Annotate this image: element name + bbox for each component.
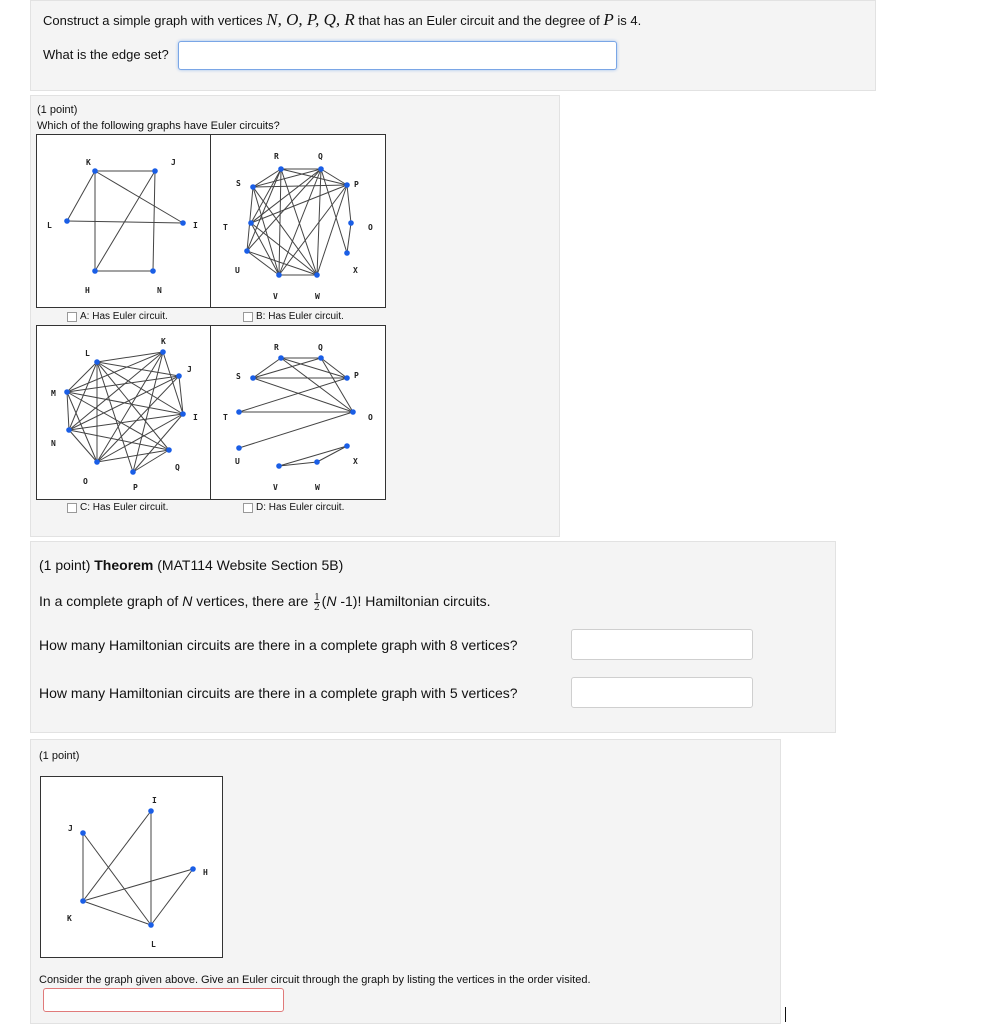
graph-b-svg: [211, 135, 387, 309]
graph-d: [210, 325, 386, 500]
option-a-label: A: Has Euler circuit.: [80, 311, 168, 322]
q1-prompt-middle: that has an Euler circuit and the degree of: [358, 13, 600, 28]
q1-p-math: P: [603, 10, 614, 29]
graph-q4-vertices: [80, 808, 196, 928]
graph-a-label-i: I: [193, 221, 198, 230]
graph-b-label-w: W: [315, 292, 320, 301]
graph-q4-label-j: J: [68, 824, 73, 833]
q3-formula-n: N: [326, 593, 337, 610]
q4-points: (1 point): [39, 750, 80, 762]
option-b-checkbox[interactable]: [243, 312, 253, 322]
graph-a-edges: [67, 171, 183, 271]
graph-a-label-h: H: [85, 286, 90, 295]
q3-formula-rest: -1)! Hamiltonian circuits.: [340, 593, 491, 610]
option-b-label: B: Has Euler circuit.: [256, 311, 344, 322]
graph-c-svg: [37, 326, 212, 501]
option-c-checkbox[interactable]: [67, 503, 77, 513]
q1-prompt: [43, 10, 641, 30]
q3-statement: [39, 593, 491, 612]
graph-c-label-n: N: [51, 439, 56, 448]
graph-c-label-i: I: [193, 413, 198, 422]
graph-a-label-n: N: [157, 286, 162, 295]
graph-d-label-p: P: [354, 371, 359, 380]
graph-a-label-k: K: [86, 158, 91, 167]
q3-formula-open: (: [321, 593, 327, 610]
question-1-panel: [30, 0, 876, 91]
q3-n-var: N: [182, 593, 193, 610]
q3-frac-den: 2: [314, 601, 320, 613]
q2-question: Which of the following graphs have Euler circuits?: [37, 120, 280, 132]
hamiltonian-8-input[interactable]: [571, 629, 753, 660]
graph-d-label-q: Q: [318, 343, 323, 352]
graph-d-label-w: W: [315, 483, 320, 492]
graph-q4-svg: [41, 777, 224, 959]
graph-b-label-s: S: [236, 179, 241, 188]
graph-c-label-p: P: [133, 483, 138, 492]
text-cursor: [785, 1007, 786, 1022]
option-d-label: D: Has Euler circuit.: [256, 502, 345, 513]
q3-header: [39, 557, 343, 573]
graph-q4-label-l: L: [151, 940, 156, 949]
graph-c-label-q: Q: [175, 463, 180, 472]
graph-d-label-r: R: [274, 343, 279, 352]
graph-b-label-q: Q: [318, 152, 323, 161]
graph-d-label-s: S: [236, 372, 241, 381]
q3-question-8: How many Hamiltonian circuits are there in a complete graph with 8 vertices?: [39, 637, 518, 653]
q3-statement-mid: vertices, there are: [196, 593, 309, 610]
graph-c-edges: [67, 352, 183, 472]
q3-fraction: [314, 593, 320, 612]
graph-b-label-u: U: [235, 266, 240, 275]
graph-c-label-m: M: [51, 389, 56, 398]
q3-question-5: How many Hamiltonian circuits are there in a complete graph with 5 vertices?: [39, 685, 518, 701]
graph-b-label-p: P: [354, 180, 359, 189]
graph-c-label-j: J: [187, 365, 192, 374]
graph-q4-label-k: K: [67, 914, 72, 923]
q3-theorem-source: (MAT114 Website Section 5B): [157, 557, 344, 573]
graph-b-label-r: R: [274, 152, 279, 161]
question-3-panel: [30, 541, 836, 733]
graph-c-label-o: O: [83, 477, 88, 486]
graph-d-label-u: U: [235, 457, 240, 466]
graph-q4: [40, 776, 223, 958]
q2-points: (1 point): [37, 104, 78, 116]
graph-b: [210, 134, 386, 308]
euler-circuit-input[interactable]: [43, 988, 284, 1012]
q3-theorem-label: Theorem: [94, 557, 154, 573]
q3-statement-before: In a complete graph of: [39, 593, 179, 610]
graph-c: [36, 325, 211, 500]
graph-q4-label-i: I: [152, 796, 157, 805]
graph-b-label-v: V: [273, 292, 278, 301]
graph-b-label-o: O: [368, 223, 373, 232]
graph-a-label-l: L: [47, 221, 52, 230]
option-c-label: C: Has Euler circuit.: [80, 502, 169, 513]
option-d-checkbox[interactable]: [243, 503, 253, 513]
q3-frac-num: 1: [314, 591, 320, 603]
q1-vertices-math: N, O, P, Q, R: [266, 10, 355, 29]
graph-b-label-x: X: [353, 266, 358, 275]
q1-prompt-before: Construct a simple graph with vertices: [43, 13, 263, 28]
q1-prompt-after: is 4.: [617, 13, 642, 28]
q4-instruction: Consider the graph given above. Give an Euler circuit through the graph by listing the vertices in the order visited.: [39, 974, 591, 986]
graph-c-label-l: L: [85, 349, 90, 358]
graph-d-label-t: T: [223, 413, 228, 422]
hamiltonian-5-input[interactable]: [571, 677, 753, 708]
option-a-checkbox[interactable]: [67, 312, 77, 322]
edge-set-input[interactable]: [178, 41, 617, 70]
edge-set-label: What is the edge set?: [43, 47, 169, 62]
graph-a-label-j: J: [171, 158, 176, 167]
q3-points: (1 point): [39, 557, 91, 573]
graph-a: [36, 134, 211, 308]
graph-q4-label-h: H: [203, 868, 208, 877]
graph-b-label-t: T: [223, 223, 228, 232]
graph-d-label-x: X: [353, 457, 358, 466]
graph-q4-edges: [83, 811, 193, 925]
graph-b-edges: [247, 169, 351, 275]
graph-a-svg: [37, 135, 212, 309]
graph-d-label-o: O: [368, 413, 373, 422]
graph-c-label-k: K: [161, 337, 166, 346]
graph-d-label-v: V: [273, 483, 278, 492]
graph-d-svg: [211, 326, 387, 501]
graph-d-edges: [239, 358, 353, 466]
